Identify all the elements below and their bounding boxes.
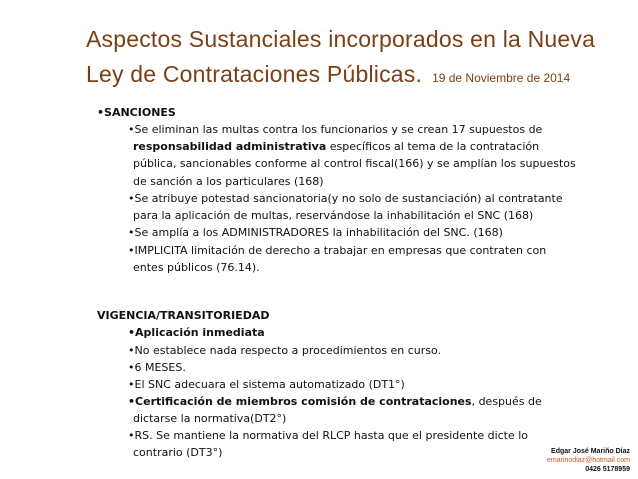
vigencia-bullet-4: •El SNC adecuara el sistema automatizado (DT1°): [128, 378, 405, 391]
sanciones-bullet-2-line-2: para la aplicación de multas, reservándose la inhabilitación el SNC (168): [133, 209, 534, 222]
responsabilidad-administrativa-text: responsabilidad administrativa: [133, 140, 327, 153]
vigencia-bullet-5-line-1: [128, 394, 542, 410]
vigencia-bullet-5-line-1-rest: , después de: [471, 395, 542, 408]
sanciones-bullet-1-line-2: [133, 139, 539, 155]
sanciones-bullet-4-line-1: •IMPLICITA limitación de derecho a trabajar en empresas que contraten con: [128, 244, 547, 257]
author-name: Edgar José Mariño Díaz: [551, 448, 630, 455]
vigencia-bullet-5-line-2: dictarse la normativa(DT2°): [133, 412, 287, 425]
sanciones-bullet-2-line-1: •Se atribuye potestad sancionatoria(y no solo de sustanciación) al contratante: [128, 192, 563, 205]
sanciones-bullet-1-line-1: •Se eliminan las multas contra los funcionarios y se crean 17 supuestos de: [128, 123, 543, 136]
slide-title-date: 19 de Noviembre de 2014: [432, 71, 571, 85]
sanciones-bullet-1-line-2-rest: específicos al tema de la contratación: [326, 140, 540, 153]
vigencia-bullet-1: •Aplicación inmediata: [128, 326, 265, 339]
slide-title-law: Ley de Contrataciones Públicas.: [86, 61, 423, 87]
vigencia-bullet-6-line-2: contrario (DT3°): [133, 446, 223, 459]
sanciones-bullet-1-line-3: pública, sancionables conforme al control fiscal(166) y se amplían los supuestos: [133, 157, 576, 170]
author-phone: 0426 5178959: [585, 466, 630, 473]
sanciones-bullet-1-line-4: de sanción a los particulares (168): [133, 175, 324, 188]
vigencia-bullet-3: •6 MESES.: [128, 361, 186, 374]
vigencia-bullet-6-line-1: •RS. Se mantiene la normativa del RLCP hasta que el presidente dicte lo: [128, 429, 529, 442]
certificacion-text: •Certificación de miembros comisión de contrataciones: [128, 395, 472, 408]
vigencia-heading: VIGENCIA/TRANSITORIEDAD: [97, 309, 270, 322]
sanciones-bullet-4-line-2: entes públicos (76.14).: [133, 261, 260, 274]
vigencia-bullet-2: •No establece nada respecto a procedimientos en curso.: [128, 344, 442, 357]
sanciones-bullet-3: •Se amplía a los ADMINISTRADORES la inhabilitación del SNC. (168): [128, 226, 503, 239]
author-email[interactable]: emarinodiaz@hotmail.com: [547, 457, 630, 464]
slide-title-line-2: [86, 59, 570, 93]
slide-title-line-1: Aspectos Sustanciales incorporados en la Nueva: [86, 26, 596, 52]
sanciones-heading: •SANCIONES: [97, 106, 176, 119]
